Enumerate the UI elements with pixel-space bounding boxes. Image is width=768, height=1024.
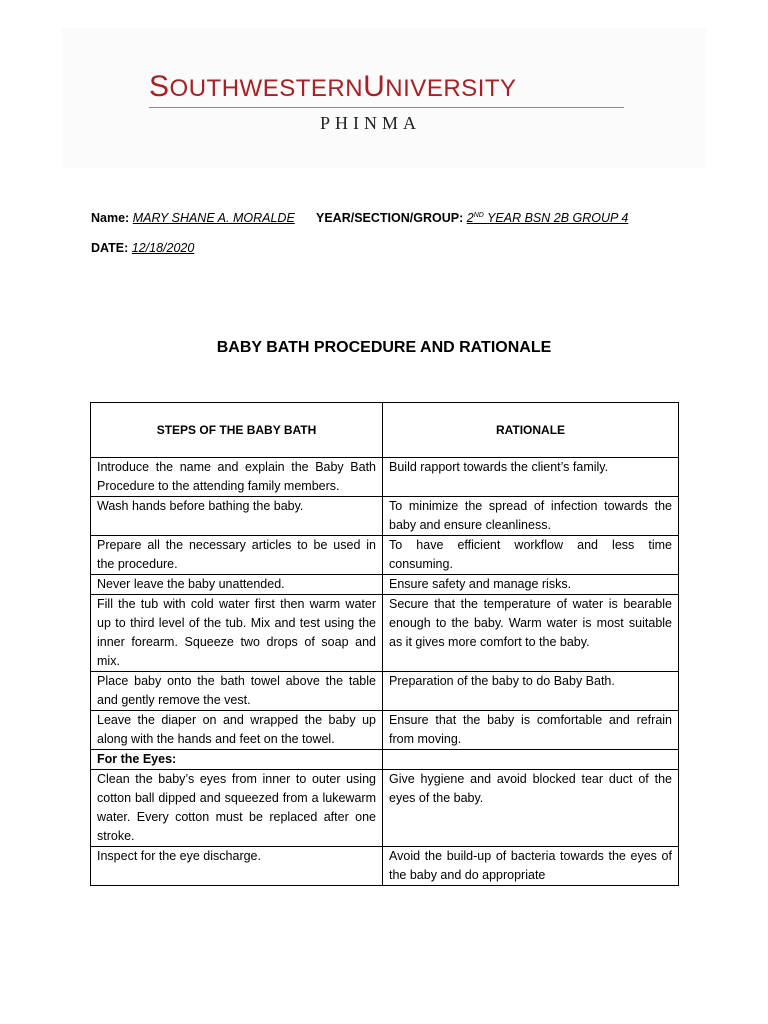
step-cell: Prepare all the necessary articles to be used in the procedure. [91,536,383,575]
date-value: 12/18/2020 [131,241,195,255]
rationale-cell [383,750,679,770]
table-section-row [91,750,679,770]
table-row [91,536,679,575]
university-name-part2: UNIVERSITY [363,70,517,103]
rationale-column-header: RATIONALE [383,403,679,458]
table-row [91,770,679,847]
step-cell: Inspect for the eye discharge. [91,847,383,886]
table-row [91,497,679,536]
procedure-table [90,402,679,886]
section-label: YEAR/SECTION/GROUP: [316,211,464,226]
table-row [91,711,679,750]
section-value-rest: YEAR BSN 2B GROUP 4 [487,211,629,226]
table-row [91,575,679,595]
section-value-sup: ND [473,212,484,219]
name-label: Name: [91,211,130,225]
step-cell: Introduce the name and explain the Baby Bath Procedure to the attending family members. [91,458,383,497]
table-row [91,672,679,711]
rationale-cell: Preparation of the baby to do Baby Bath. [383,672,679,711]
university-logo-name [149,72,517,102]
step-cell: Clean the baby’s eyes from inner to outer using cotton ball dipped and squeezed from a lukewarm water. Every cotton must be replaced after one stroke. [91,770,383,847]
section-line [316,212,628,225]
section-value-num: 2 [466,211,474,226]
table-row [91,595,679,672]
step-cell: Fill the tub with cold water first then warm water up to third level of the tub. Mix and test using the inner forearm. Squeeze two drops of soap and mix. [91,595,383,672]
rationale-cell: Ensure that the baby is comfortable and refrain from moving. [383,711,679,750]
rationale-cell: To have efficient workflow and less time consuming. [383,536,679,575]
rationale-cell: Secure that the temperature of water is bearable enough to the baby. Warm water is most suitable as it gives more comfort to the baby. [383,595,679,672]
table-row [91,458,679,497]
name-value: MARY SHANE A. MORALDE [132,211,295,225]
date-label: DATE: [91,241,129,255]
rationale-cell: To minimize the spread of infection towards the baby and ensure cleanliness. [383,497,679,536]
rationale-cell: Build rapport towards the client’s family. [383,458,679,497]
rationale-cell: Give hygiene and avoid blocked tear duct of the eyes of the baby. [383,770,679,847]
date-line [91,242,194,255]
step-cell: Never leave the baby unattended. [91,575,383,595]
logo-divider [149,107,624,108]
step-cell: Leave the diaper on and wrapped the baby up along with the hands and feet on the towel. [91,711,383,750]
rationale-cell: Ensure safety and manage risks. [383,575,679,595]
name-line [91,212,295,225]
table-body [91,458,679,886]
document-title: BABY BATH PROCEDURE AND RATIONALE [216,339,552,356]
university-affiliation: PHINMA [320,113,422,133]
table-header-row [91,403,679,458]
rationale-cell: Avoid the build-up of bacteria towards the eyes of the baby and do appropriate [383,847,679,886]
step-cell: Place baby onto the bath towel above the table and gently remove the vest. [91,672,383,711]
table-row [91,847,679,886]
university-name-part1: SOUTHWESTERN [149,70,364,103]
steps-column-header: STEPS OF THE BABY BATH [91,403,383,458]
step-cell: Wash hands before bathing the baby. [91,497,383,536]
section-heading: For the Eyes: [91,750,383,770]
section-value [467,211,629,225]
